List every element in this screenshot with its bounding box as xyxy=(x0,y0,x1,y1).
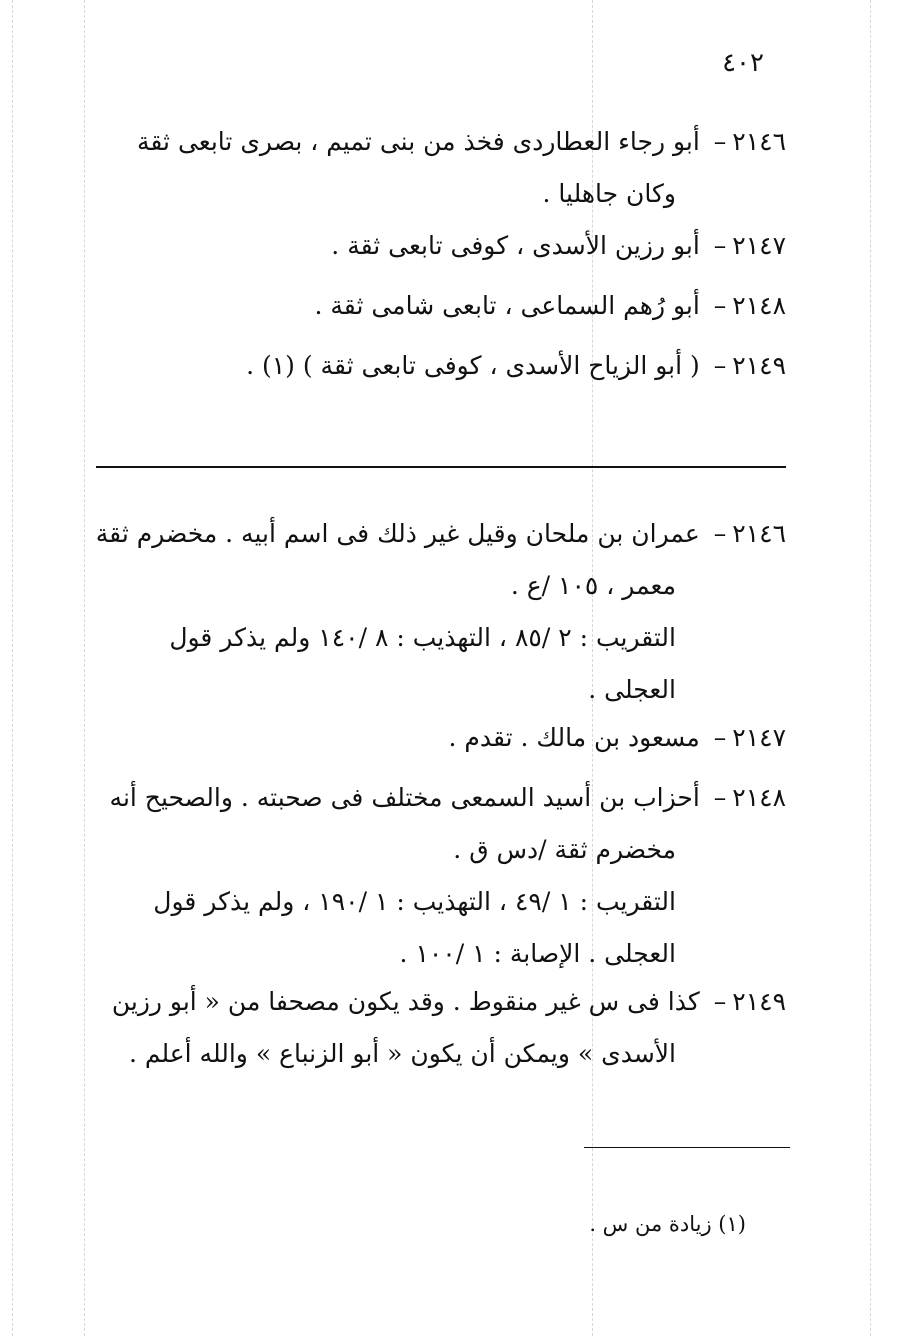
note-dash: – xyxy=(713,987,727,1016)
note-reference-line: التقريب : ٢ /٨٥ ، التهذيب : ٨ /١٤٠ ولم يذكر قول xyxy=(169,623,676,652)
note-2149 xyxy=(96,976,786,1080)
note-number: ٢١٤٧ xyxy=(732,723,786,752)
footnote: (١) زيادة من س . xyxy=(589,1212,746,1236)
note-text: مسعود بن مالك . تقدم . xyxy=(448,723,700,752)
note-dash: – xyxy=(713,723,727,752)
entry-line xyxy=(96,220,786,272)
note-text: عمران بن ملحان وقيل غير ذلك فى اسم أبيه . مخضرم ثقة xyxy=(95,519,700,548)
page-number: ٤٠٢ xyxy=(722,48,764,78)
entry-2147 xyxy=(96,220,786,272)
note-number: ٢١٤٩ xyxy=(732,987,786,1016)
entry-dash: – xyxy=(713,127,727,156)
entry-line xyxy=(96,340,786,392)
note-2146 xyxy=(96,508,786,716)
entry-number: ٢١٤٨ xyxy=(732,291,786,320)
note-reference-line: العجلى . الإصابة : ١ /١٠٠ . xyxy=(399,939,676,968)
entry-text: أبو رزين الأسدى ، كوفى تابعى ثقة . xyxy=(331,231,700,260)
note-continuation: الأسدى » ويمكن أن يكون « أبو الزنباع » والله أعلم . xyxy=(128,1039,676,1068)
entry-line xyxy=(96,116,786,168)
note-2147 xyxy=(96,712,786,764)
note-line xyxy=(96,712,786,764)
entry-dash: – xyxy=(713,351,727,380)
entry-dash: – xyxy=(713,291,727,320)
entry-number: ٢١٤٧ xyxy=(732,231,786,260)
entry-2148 xyxy=(96,280,786,332)
scan-artifact-line xyxy=(870,0,871,1336)
note-line xyxy=(96,772,786,824)
footnote-separator-rule xyxy=(584,1147,790,1148)
scan-artifact-line xyxy=(84,0,85,1336)
entry-number: ٢١٤٩ xyxy=(732,351,786,380)
entry-number: ٢١٤٦ xyxy=(732,127,786,156)
entry-text: ( أبو الزياح الأسدى ، كوفى تابعى ثقة ) (١) . xyxy=(246,351,700,380)
note-line xyxy=(96,508,786,560)
note-reference-line: العجلى . xyxy=(588,675,676,704)
note-reference-line: التقريب : ١ /٤٩ ، التهذيب : ١ /١٩٠ ، ولم يذكر قول xyxy=(153,887,676,916)
note-continuation: مخضرم ثقة /دس ق . xyxy=(453,835,676,864)
note-number: ٢١٤٦ xyxy=(732,519,786,548)
entry-text: أبو رُهم السماعى ، تابعى شامى ثقة . xyxy=(314,291,700,320)
notes-separator-rule xyxy=(96,466,786,468)
note-text: كذا فى س غير منقوط . وقد يكون مصحفا من « أبو رزين xyxy=(111,987,700,1016)
entry-2146 xyxy=(96,116,786,220)
scan-artifact-line xyxy=(12,0,13,1336)
note-number: ٢١٤٨ xyxy=(732,783,786,812)
note-continuation: معمر ، ١٠٥ /ع . xyxy=(510,571,676,600)
note-dash: – xyxy=(713,783,727,812)
note-2148 xyxy=(96,772,786,980)
entry-2149 xyxy=(96,340,786,392)
entry-continuation: وكان جاهليا . xyxy=(542,179,676,208)
entry-text: أبو رجاء العطاردى فخذ من بنى تميم ، بصرى تابعى ثقة xyxy=(137,127,700,156)
entry-dash: – xyxy=(713,231,727,260)
note-text: أحزاب بن أسيد السمعى مختلف فى صحبته . والصحيح أنه xyxy=(109,783,700,812)
entry-line xyxy=(96,280,786,332)
note-line xyxy=(96,976,786,1028)
note-dash: – xyxy=(713,519,727,548)
